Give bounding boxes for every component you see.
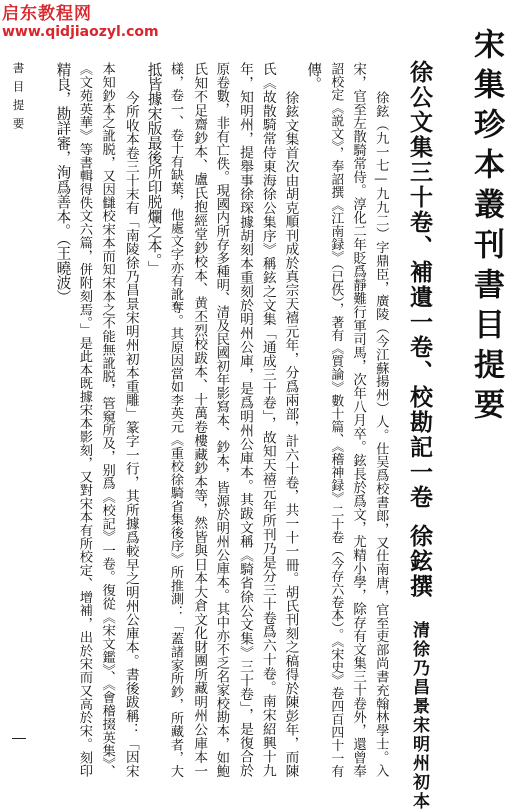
book-title [408,60,431,811]
text-column: 精良，勘詳審，洵爲善本。（王曉波） [54,62,72,305]
text-column: 抵皆據宋版最後所印脱爛之本。」 [145,62,163,276]
text-column: 詔校定《説文》，奉詔撰《江南録》（已佚），著有《質論》數十篇、《稽神録》二十卷（今存六卷本）。《宋史》卷四百四十一有 [328,62,344,778]
text-column: 年，知明州，提舉事徐琛據胡刻本重刻於明州公庫，是爲明州公庫本。其跋文稱《騎省徐公文集》三十卷」，是復合於 [236,62,253,778]
text-column: 今所收本卷三十末有「南陵徐乃昌景宋明州初本重雕」篆字一行，其所據爲較早之明州公庫本。書後跋稱：「因宋 [122,91,139,778]
text-column: 傳。 [305,62,323,92]
page-number-mark [12,738,26,739]
text-column: 《文苑英華》等書輯得佚文六篇，併附刻焉。」是此本既據宋本影刻，又對宋本有所校定、增補，出於宋而又高於宋。刻印 [76,62,92,778]
text-column: 徐鉉文集首次由胡克順刊成於真宗天禧元年，分爲兩部，計六十卷，共一十一冊。胡氏刊刻之稿得於陳彭年，而陳 [282,91,299,778]
watermark-line-2: www.qidjiaozyl.com [2,24,159,40]
text-column: 徐鉉（九一七—九九二）字鼎臣，廣陵（今江蘇揚州）人。仕吴爲校書郎，又仕南唐，官至吏部尚書充翰林學士。入 [373,91,389,778]
book-title-text: 徐公文集三十卷、補遺一卷、校勘記一卷 [406,60,433,510]
author: 徐鉉撰 [406,524,433,599]
site-watermark [2,4,159,40]
text-column: 本知鈔本之訛脱，又因讎校宋本而知宋本之不能無訛脱，管窺所及，别爲《校記》一卷。復從《宋文鑑》、《會稽掇英集》、 [99,62,115,778]
text-column: 宋，官至左散騎常侍。淳化二年貶爲靜難行軍司馬，次年八月卒。鉉長於爲文，尤精小學，除存有文集三十卷外，還曾奉 [350,62,366,778]
edition: 清徐乃昌景宋明州初本 [409,621,429,811]
series-title: 宋集珍本叢刊書目提要 [468,28,504,428]
text-column: 氏知不足齋鈔本、盧氏抱經堂鈔校本、黄丕烈校跋本、十萬卷樓藏鈔本等，然皆與日本大倉文化財團所藏明州公庫本一 [191,62,208,778]
text-column: 原卷數，非有亡佚。現國内所存多種明、清及民國初年影寫本、鈔本，皆源於明州公庫本。其中亦不乏名家校勘本，如鮑 [213,62,229,778]
text-column: 樣，卷一、卷十有缺葉，他處文字亦有訛奪。其原因當如李英元《重校徐騎省集後序》所推測：「蓋諸家所鈔，所藏者，大 [167,62,183,778]
text-column: 氏《故散騎常侍東海徐公集序》稱鉉之文集「通成三十卷」，故知天禧元年所刊乃是分三十卷爲六十卷。南宋紹興十九 [259,62,276,778]
watermark-line-1: 启东教程网 [2,4,92,24]
margin-label: 書目提要 [11,62,26,136]
